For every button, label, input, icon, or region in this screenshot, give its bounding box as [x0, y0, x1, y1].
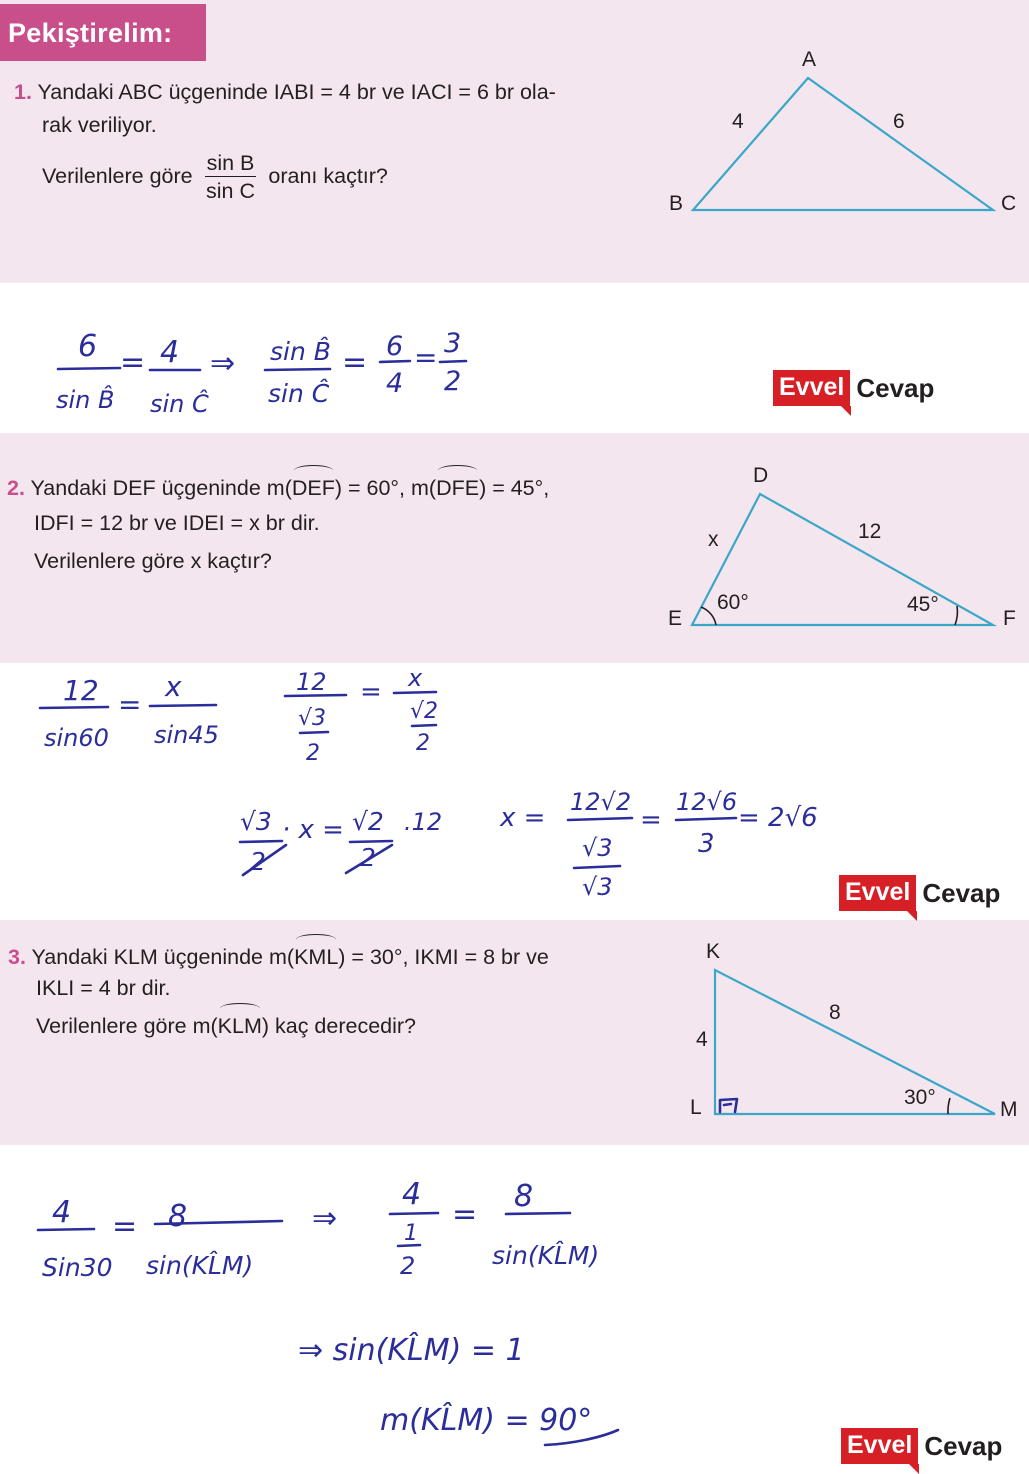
svg-text:=: =: [452, 1197, 478, 1232]
svg-text:=: =: [112, 1209, 138, 1244]
svg-text:=: =: [118, 688, 142, 721]
q3-s1-num2: 8: [168, 1199, 188, 1234]
q3-handwritten-solution: [38, 1177, 618, 1445]
vertex-c: C: [1001, 192, 1017, 215]
q3-text-b2: ) kaç derecedir?: [261, 1014, 417, 1038]
q1-handwritten-solution: [56, 328, 466, 418]
side-ac-label: 6: [893, 110, 905, 133]
q2-text-b: ) = 60°, m(: [334, 476, 437, 500]
q3-s1-den2: sin(KL̂M): [146, 1251, 254, 1280]
q2-s1-num2: x: [165, 670, 182, 703]
q3-number: 3.: [8, 945, 26, 969]
side-de-label: x: [708, 528, 719, 551]
q1-ratio-denominator: sin C: [206, 179, 255, 203]
q2-s1-den2: sin45: [154, 721, 219, 749]
brand-badge-3: [841, 1428, 1002, 1464]
svg-text:√3: √3: [298, 706, 327, 731]
q3-angle-kml: KML: [294, 941, 338, 973]
brand-evvel: Evvel: [773, 370, 850, 406]
q1-text-post: oranı kaçtır?: [268, 164, 388, 189]
brand-badge-1: [773, 370, 934, 406]
brand-cevap: Cevap: [924, 1431, 1003, 1461]
svg-text:.12: .12: [404, 808, 443, 836]
svg-text:√2: √2: [352, 807, 384, 836]
q2-angle-dfe: DFE: [436, 472, 479, 504]
brand-cevap: Cevap: [856, 373, 935, 403]
svg-text:2: 2: [360, 843, 376, 872]
svg-text:4: 4: [386, 368, 404, 399]
svg-text:3: 3: [444, 328, 462, 359]
q2-s2-num1: 12: [296, 668, 327, 696]
q2-s4-frac2-den: 3: [698, 829, 715, 859]
svg-text:⇒: ⇒: [210, 346, 236, 381]
q2-text-c: ) = 45°,: [479, 476, 550, 500]
side-kl-label: 4: [696, 1028, 708, 1051]
brand-evvel: Evvel: [839, 875, 916, 911]
q3-s3: ⇒ sin(KL̂M) = 1: [298, 1333, 525, 1368]
svg-text:2: 2: [250, 847, 266, 876]
vertex-k: K: [706, 940, 721, 963]
q2-handwritten-solution: [40, 664, 818, 901]
q1-line2: rak veriliyor.: [42, 113, 157, 137]
triangle-def: [668, 464, 1016, 630]
side-df-label: 12: [858, 520, 882, 543]
svg-text:=: =: [640, 805, 662, 835]
q2-s4-frac1-mul: √3: [582, 873, 613, 901]
q1-number: 1.: [14, 80, 32, 104]
section-title: Pekiştirelim:: [8, 18, 173, 48]
svg-text:sin B̂: sin B̂: [56, 386, 115, 414]
vertex-e: E: [668, 607, 683, 630]
q2-line2: IDFI = 12 br ve IDEI = x br dir.: [34, 511, 320, 535]
vertex-a: A: [802, 48, 817, 71]
q2-s4-frac2-num: 12√6: [676, 788, 738, 816]
angle-m-label: 30°: [904, 1086, 936, 1109]
q3-s2-num2: 8: [514, 1179, 534, 1214]
svg-text:2: 2: [400, 1252, 416, 1280]
brand-evvel: Evvel: [841, 1428, 918, 1464]
q2-angle-def: DEF: [292, 472, 335, 504]
svg-text:sin Ĉ: sin Ĉ: [268, 379, 330, 408]
right-angle-mark: [720, 1099, 737, 1112]
svg-text:√2: √2: [410, 699, 439, 724]
svg-text:sin B̂: sin B̂: [270, 337, 331, 366]
svg-text:√3: √3: [240, 807, 272, 836]
svg-text:⇒: ⇒: [312, 1201, 338, 1236]
q2-text-a: Yandaki DEF üçgeninde m(: [30, 476, 292, 500]
svg-text:sin Ĉ: sin Ĉ: [150, 390, 209, 418]
q2-s2-num2: x: [408, 664, 423, 692]
q2-s4-frac1-den: √3: [582, 834, 613, 862]
svg-text:=: =: [120, 345, 146, 380]
svg-text:2: 2: [306, 741, 320, 766]
svg-text:=: =: [414, 341, 438, 374]
angle-f-label: 45°: [907, 593, 939, 616]
q3-text-a2: Verilenlere göre m(: [36, 1014, 218, 1038]
q3-s2-den2: sin(KL̂M): [492, 1241, 600, 1270]
svg-text:6: 6: [386, 331, 404, 362]
svg-text:· x =: · x =: [282, 815, 344, 845]
q2-line3: Verilenlere göre x kaçtır?: [34, 549, 272, 573]
q3-text-a: Yandaki KLM üçgeninde m(: [31, 945, 295, 969]
vertex-l: L: [690, 1096, 702, 1119]
svg-text:=: =: [342, 345, 368, 380]
brand-cevap: Cevap: [922, 878, 1001, 908]
svg-text:1: 1: [404, 1221, 418, 1246]
q1-ratio-numerator: sin B: [206, 151, 255, 175]
q1-text-pre: Verilenlere göre: [42, 164, 193, 189]
vertex-f: F: [1003, 607, 1016, 630]
svg-text:6: 6: [78, 329, 98, 364]
q3-s4: m(KL̂M) = 90°: [380, 1403, 593, 1438]
svg-text:2: 2: [444, 366, 462, 397]
angle-e-label: 60°: [717, 591, 749, 614]
vertex-d: D: [753, 464, 769, 487]
q2-s4-frac1-num: 12√2: [570, 788, 632, 816]
q3-s1-den1: Sin30: [42, 1253, 113, 1282]
brand-badge-2: [839, 875, 1000, 911]
q2-number: 2.: [7, 476, 25, 500]
svg-text:4: 4: [160, 335, 180, 370]
q3-text-b: ) = 30°, IKMI = 8 br ve: [338, 945, 549, 969]
q3-line2: IKLI = 4 br dir.: [36, 976, 171, 1000]
q1-text-line1: Yandaki ABC üçgeninde IABI = 4 br ve IACI = 6 br ola-: [37, 80, 556, 104]
triangle-klm: [690, 940, 1018, 1121]
q3-s1-num1: 4: [52, 1195, 72, 1230]
q2-s1-num1: 12: [63, 674, 99, 707]
svg-text:2: 2: [416, 731, 430, 756]
svg-text:=: =: [360, 677, 382, 707]
q3-angle-klm: KLM: [218, 1010, 262, 1042]
q2-s4-result: = 2√6: [738, 803, 818, 833]
q3-s2-num1: 4: [402, 1177, 422, 1212]
vertex-m: M: [1000, 1098, 1018, 1121]
q2-s1-den1: sin60: [44, 724, 109, 752]
vertex-b: B: [669, 192, 684, 215]
side-km-label: 8: [829, 1001, 841, 1024]
q2-s4-lhs: x =: [500, 803, 546, 833]
triangle-abc: [669, 48, 1016, 215]
side-ab-label: 4: [732, 110, 744, 133]
